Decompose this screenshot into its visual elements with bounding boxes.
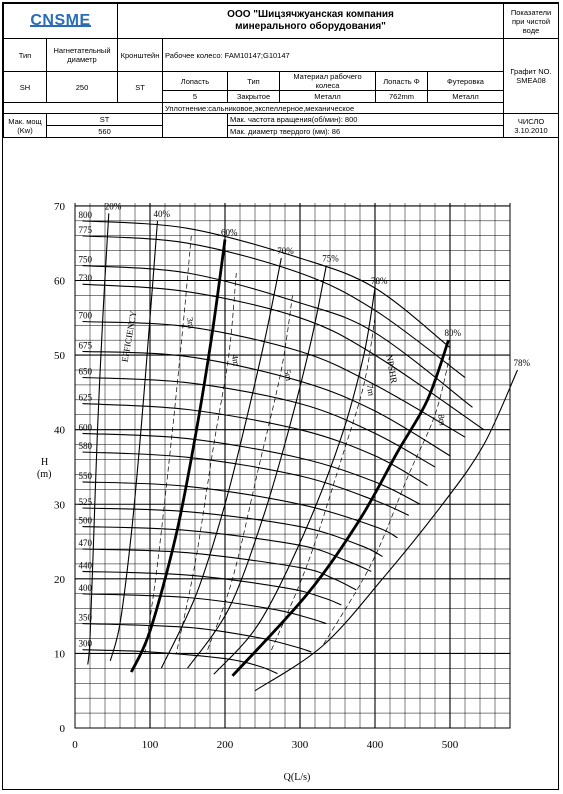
company-line1: ООО "Шицзячжуанская компания bbox=[227, 9, 394, 20]
vanes-value: 5 bbox=[163, 91, 228, 103]
npsh-curve-8m bbox=[323, 355, 451, 646]
max-solid: Мак. диаметр твердого (мм): 86 bbox=[228, 126, 504, 138]
speed-label-400: 400 bbox=[78, 582, 92, 593]
speed-label-440: 440 bbox=[78, 560, 92, 571]
impeller-label: Рабочее колесо: FAM10147;G10147 bbox=[163, 39, 504, 72]
kind-label: Тип bbox=[228, 72, 280, 91]
discharge-diameter-label: Нагнетательный диаметр bbox=[47, 39, 118, 72]
x-tick-label: 0 bbox=[72, 739, 78, 751]
efficiency-label-78%: 78% bbox=[513, 358, 530, 368]
speed-label-625: 625 bbox=[78, 392, 92, 403]
vanes-label: Лопасть bbox=[163, 72, 228, 91]
chart-labels bbox=[120, 309, 400, 384]
speed-curve-800 bbox=[83, 221, 451, 348]
date-value: 3.10.2010 bbox=[514, 125, 548, 135]
speed-label-675: 675 bbox=[78, 340, 92, 351]
speed-label-600: 600 bbox=[78, 422, 92, 433]
npsh-label-8m: 8m bbox=[436, 413, 448, 427]
spacer-cell bbox=[163, 114, 228, 138]
x-tick-label: 500 bbox=[441, 739, 459, 751]
company-name bbox=[118, 4, 504, 39]
power-frame-value: ST bbox=[47, 114, 163, 126]
x-tick-label: 200 bbox=[216, 739, 234, 751]
power-value: 560 bbox=[47, 126, 163, 138]
company-logo: CNSME bbox=[30, 11, 91, 29]
speed-label-525: 525 bbox=[78, 496, 92, 507]
liner-label: Футеровка bbox=[428, 72, 504, 91]
chart-grid bbox=[54, 203, 510, 751]
performance-chart bbox=[3, 203, 558, 789]
bracket-value: ST bbox=[118, 72, 163, 103]
graph-number: Графит NO. SMEA08 bbox=[504, 39, 559, 114]
header-table bbox=[3, 3, 559, 138]
npsh-label-3m: 3m bbox=[184, 316, 197, 330]
x-tick-label: 300 bbox=[291, 739, 309, 751]
npsh-label-4m: 4m bbox=[229, 353, 242, 367]
vane-diameter-value: 762mm bbox=[376, 91, 428, 103]
datasheet bbox=[2, 2, 559, 790]
npsh-label-7m: 7m bbox=[364, 383, 377, 397]
speed-label-350: 350 bbox=[78, 612, 92, 623]
diameter-value: 250 bbox=[47, 72, 118, 103]
efficiency-label-40%: 40% bbox=[153, 208, 170, 219]
y-tick-label: 60 bbox=[54, 275, 65, 288]
npsh-label-5m: 5m bbox=[282, 368, 295, 382]
y-tick-label: 10 bbox=[54, 648, 65, 661]
speed-label-800: 800 bbox=[78, 209, 92, 220]
company-line2: минерального оборудования" bbox=[235, 21, 386, 32]
efficiency-label-20%: 20% bbox=[104, 203, 122, 212]
plot-frame bbox=[75, 203, 510, 728]
npshr-annotation: NPSHR bbox=[384, 353, 400, 385]
speed-label-650: 650 bbox=[78, 366, 92, 377]
y-tick-label: 30 bbox=[54, 499, 65, 512]
y-tick-label: 40 bbox=[54, 424, 65, 437]
y-tick-label: 70 bbox=[54, 203, 65, 213]
type-label: Тип bbox=[4, 39, 47, 72]
speed-label-470: 470 bbox=[78, 538, 92, 548]
efficiency-label-70%: 70% bbox=[277, 246, 294, 257]
speed-label-730: 730 bbox=[78, 273, 92, 284]
date-cell bbox=[504, 114, 559, 138]
y-tick-label: 20 bbox=[54, 573, 65, 586]
x-tick-label: 400 bbox=[366, 739, 384, 751]
npsh-curve-7m bbox=[270, 318, 375, 654]
efficiency-label-80%: 80% bbox=[444, 328, 461, 339]
speed-label-775: 775 bbox=[78, 224, 92, 235]
efficiency-label-78%: 78% bbox=[371, 275, 388, 286]
efficiency-label-75%: 75% bbox=[322, 253, 339, 264]
max-speed: Мак. частота вращения(об/мин): 800 bbox=[228, 114, 504, 126]
speed-label-580: 580 bbox=[78, 441, 92, 452]
logo-cell bbox=[4, 4, 118, 39]
speed-label-300: 300 bbox=[78, 638, 92, 649]
speed-curves bbox=[79, 210, 484, 674]
speed-label-550: 550 bbox=[78, 470, 92, 481]
efficiency-annotation: EFFICIENCY bbox=[119, 309, 139, 363]
blank-cell bbox=[4, 103, 163, 114]
date-label: ЧИСЛО bbox=[517, 116, 545, 126]
y-axis-label: H (m) bbox=[37, 457, 52, 480]
kind-value: Закрытое bbox=[228, 91, 280, 103]
speed-label-500: 500 bbox=[78, 515, 92, 526]
efficiency-curve-70% bbox=[161, 258, 281, 668]
x-axis-label: Q(L/s) bbox=[283, 772, 311, 783]
type-value: SH bbox=[4, 72, 47, 103]
x-tick-label: 100 bbox=[141, 739, 159, 751]
seal-text: Уплотнение:сальниковое,экспеллерное,механическое bbox=[163, 103, 504, 114]
y-tick-label: 50 bbox=[54, 350, 65, 363]
speed-label-750: 750 bbox=[78, 254, 92, 265]
speed-curve-600 bbox=[83, 433, 421, 504]
efficiency-label-60%: 60% bbox=[221, 227, 238, 238]
bracket-label: Кронштейн bbox=[118, 39, 163, 72]
material-value: Металл bbox=[280, 91, 376, 103]
indicator-cell: Показатели при чистой воде bbox=[504, 4, 559, 39]
material-label: Материал рабочего колеса bbox=[280, 72, 376, 91]
y-tick-label: 0 bbox=[59, 723, 65, 735]
vane-diameter-label: Лопасть Φ bbox=[376, 72, 428, 91]
efficiency-curve-60% bbox=[131, 240, 225, 673]
max-power-label: Мак. мощ (Kw) bbox=[4, 114, 47, 138]
speed-label-700: 700 bbox=[78, 310, 92, 321]
efficiency-curve-80% bbox=[233, 340, 449, 676]
liner-value: Металл bbox=[428, 91, 504, 103]
